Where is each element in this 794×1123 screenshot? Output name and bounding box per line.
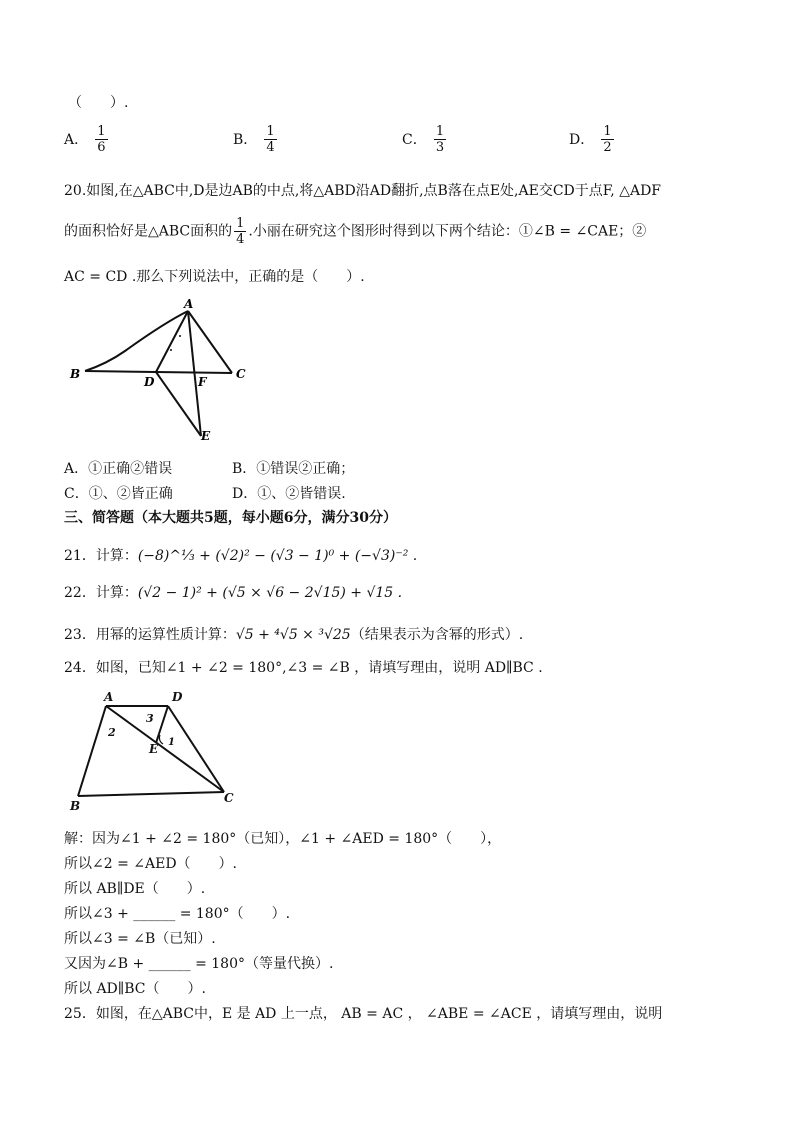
q24-solution-line-4: 所以∠3 + ______ = 180°（ ）. [64, 906, 291, 922]
option-fraction: $\frac{1}{2}$ [603, 124, 612, 155]
q23-label: 23．用幂的运算性质计算： [64, 627, 236, 643]
q19-stem-tail: （ ）. [68, 95, 129, 111]
q20-line1: 20.如图,在△ABC中,D是边AB的中点,将△ABD沿AD翻折,点B落在点E处,AE交CD于点F, △ADF [64, 183, 662, 199]
segment-bc [85, 371, 232, 373]
segment-de [156, 372, 201, 436]
q22-label: 22．计算： [64, 585, 138, 601]
option-letter: B． [233, 132, 258, 148]
q20-line3: AC = CD .那么下列说法中，正确的是（ ）. [64, 269, 365, 285]
q24-solution-line-2: 所以∠2 = ∠AED（ ）. [64, 856, 238, 872]
q24-solution-line-3: 所以 AB∥DE（ ）. [64, 881, 206, 897]
label-d: D [144, 375, 155, 389]
q19-option-a [64, 124, 110, 155]
q20-fraction: $\frac{1}{4}$ [236, 216, 245, 247]
option-fraction: $\frac{1}{4}$ [266, 124, 275, 155]
segment-ac [106, 706, 224, 792]
q19-option-d [569, 124, 616, 155]
q20-line2: 的面积恰好是△ABC面积的 $\frac{1}{4}$ .小丽在研究这个图形时得到以下两个结论：①∠B = ∠CAE；② [64, 216, 647, 247]
segment-ac [188, 311, 232, 373]
q23 [64, 624, 523, 644]
q25-stem: 25．如图，在△ABC中，E 是 AD 上一点， AB = AC ， ∠ABE = ∠ACE ，请填写理由，说明 [64, 1006, 663, 1022]
q24-solution-line-5: 所以∠3 = ∠B（已知）. [64, 931, 216, 947]
q24-solution-line-7: 所以 AD∥BC（ ）. [64, 981, 206, 997]
label-a: A [184, 298, 194, 311]
segment-dc [168, 706, 224, 792]
label-f: F [198, 375, 207, 389]
q20-option-d: D．①、②皆错误. [232, 486, 346, 502]
label-b: B [70, 799, 81, 813]
q21-expression: (−8)^⅓ + (√2)² − (√3 − 1)⁰ + (−√3)⁻² . [137, 548, 418, 564]
option-fraction: $\frac{1}{6}$ [97, 124, 106, 155]
label-e: E [149, 742, 159, 756]
q19-option-b [233, 124, 279, 155]
option-letter: D． [569, 132, 595, 148]
q21-label: 21．计算： [64, 548, 138, 564]
q21 [64, 545, 417, 565]
q23-note: （结果表示为含幂的形式）. [350, 627, 524, 643]
segment-bc [78, 792, 224, 796]
label-a: A [104, 690, 114, 704]
option-letter: C． [402, 132, 427, 148]
option-fraction: $\frac{1}{3}$ [435, 124, 445, 155]
angle-arc [159, 735, 163, 744]
label-e: E [201, 429, 211, 443]
q20-option-a: A．①正确②错误 [64, 461, 173, 477]
q22-expression: (√2 − 1)² + (√5 × √6 − 2√15) + √15 . [137, 585, 403, 601]
q19-option-c [402, 124, 448, 155]
label-angle-2: 2 [108, 726, 116, 739]
label-c: C [224, 791, 234, 805]
segment-de [156, 706, 168, 743]
segment-ab [78, 706, 106, 796]
q24-stem: 24．如图，已知∠1 + ∠2 = 180°,∠3 = ∠B ，请填写理由，说明 AD∥BC . [64, 660, 543, 676]
q23-expression: √5 + ⁴√5 × ³√25 [235, 627, 351, 643]
q20-option-c: C．①、②皆正确 [64, 486, 173, 502]
q24-solution-line-1: 解：因为∠1 + ∠2 = 180°（已知），∠1 + ∠AED = 180°（ ）， [64, 831, 502, 847]
label-d: D [172, 690, 183, 704]
q24-solution-line-6: 又因为∠B + ______ = 180°（等量代换）. [64, 956, 334, 972]
section-heading: 三、简答题（本大题共5题，每小题6分，满分30分） [64, 510, 397, 526]
q20-figure [60, 298, 260, 448]
label-c: C [236, 367, 246, 381]
label-b: B [70, 367, 81, 381]
label-angle-1: 1 [168, 737, 175, 748]
q20-option-b: B．①错误②正确； [232, 461, 355, 477]
q24-figure [64, 686, 244, 816]
label-angle-3: 3 [146, 712, 154, 725]
option-letter: A． [64, 132, 89, 148]
q22 [64, 582, 402, 602]
